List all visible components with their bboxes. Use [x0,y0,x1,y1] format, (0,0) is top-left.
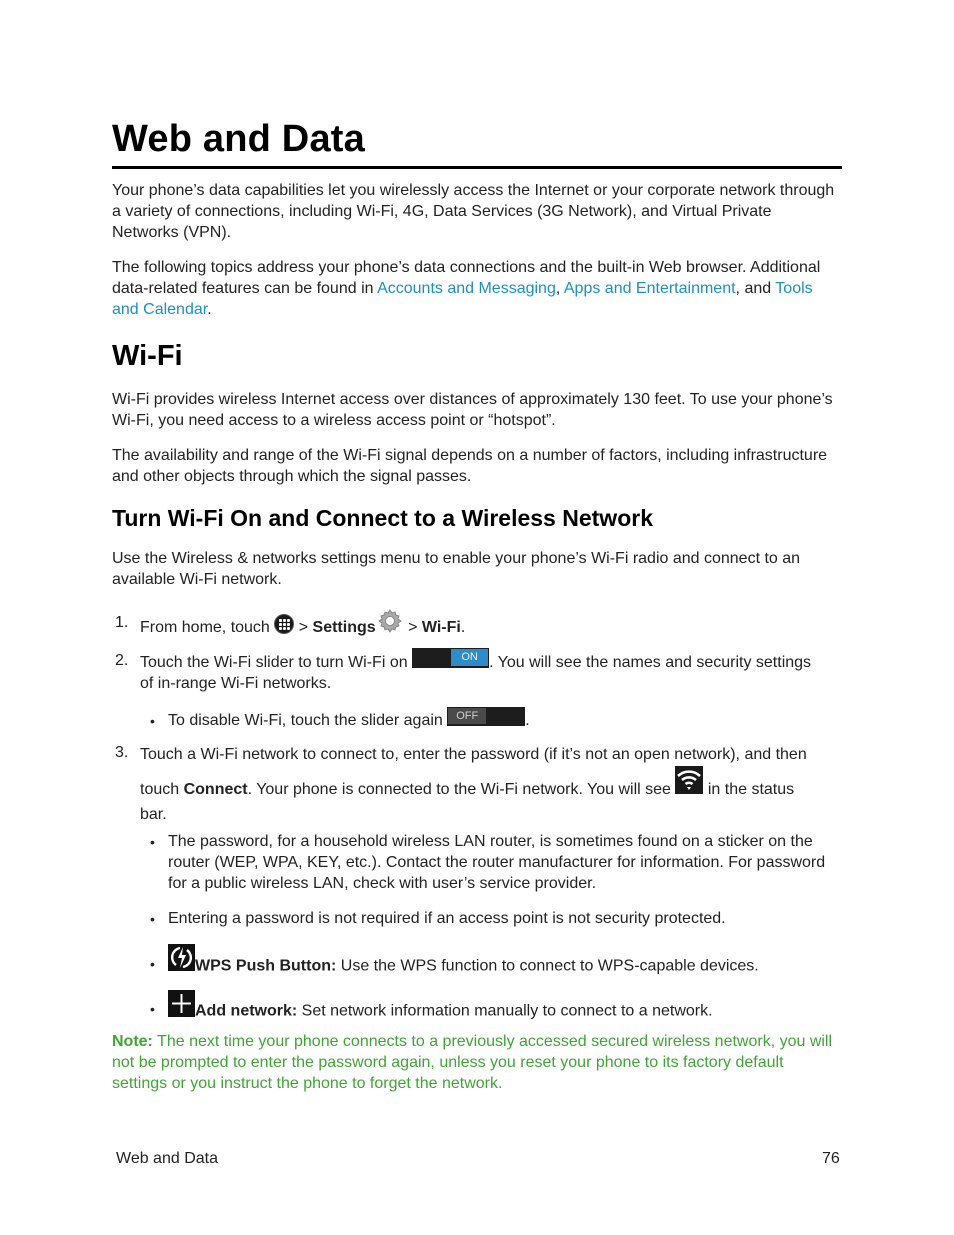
wifi-toggle-on[interactable] [412,648,489,668]
step-1-text: . [460,619,466,637]
step-2-text: of in-range Wi-Fi networks. [140,675,332,692]
page-title: Web and Data [112,118,365,160]
connect-label: Connect [183,781,248,799]
section-heading: Turn Wi-Fi On and Connect to a Wireless Network [112,505,653,531]
wifi-signal-icon [675,766,703,794]
add-network-label: Add network: [195,1002,298,1020]
step-2 [140,652,840,694]
toggle-on-label: ON [451,649,488,666]
bullet-dot: • [150,911,155,927]
bullet-dot: • [150,956,155,972]
gear-icon [376,607,404,635]
note-label: Note: [112,1033,153,1050]
wps-icon [168,944,195,971]
bullet-text: To disable Wi-Fi, touch the slider again [168,712,448,729]
bullet-password-not-required: Entering a password is not required if an access point is not security protected. [168,910,726,927]
step-1-text: > [403,619,422,637]
step-3-text: touch [140,781,184,799]
separator: , [555,280,564,297]
step-number-1: 1. [115,614,129,631]
step-1 [140,614,840,642]
title-divider [112,166,842,169]
bullet-dot: • [150,834,155,850]
bullet-wps [168,953,838,980]
settings-label: Settings [312,619,376,637]
step-2-text: . You will see the names and security settings [489,654,812,671]
intro-paragraph-1: Your phone’s data capabilities let you wirelessly access the Internet or your corporate network through a variety of connections, including Wi-Fi, 4G, Data Services (3G Network), and Virtual Private Networks (VPN). [112,182,835,241]
wifi-paragraph-2: The availability and range of the Wi-Fi signal depends on a number of factors, including infrastructure and other objects through which the signal passes. [112,447,828,485]
link-tools-and-calendar[interactable]: Tools and Calendar [112,280,813,318]
step-3-text: in the status [703,781,795,799]
wifi-label: Wi-Fi [421,619,461,637]
bullet-password: The password, for a household wireless LAN router, is sometimes found on a sticker on the router (WEP, WPA, KEY, etc.). Contact the router manufacturer for information. For password for a public wireless LAN, check with user’s service provider. [168,833,826,892]
bullet-dot: • [150,1001,155,1017]
add-network-text: Set network information manually to connect to a network. [297,1002,713,1020]
period: . [207,301,212,318]
add-icon [168,990,195,1017]
wifi-paragraph-1: Wi-Fi provides wireless Internet access over distances of approximately 130 feet. To use your phone’s Wi-Fi, you need access to a wireless access point or “hotspot”. [112,391,833,429]
bullet-add-network [168,998,838,1025]
wps-text: Use the WPS function to connect to WPS-capable devices. [336,957,759,975]
step-3-text: . Your phone is connected to the Wi-Fi network. You will see [247,781,676,799]
toggle-off-label: OFF [448,708,486,724]
bullet-dot: • [150,713,155,729]
step-1-text: From home, touch [140,619,275,637]
step-3-line-1: Touch a Wi-Fi network to connect to, enter the password (if it’s not an open network), and then [140,746,807,763]
step-3 [140,776,840,825]
step-1-text: > [294,619,313,637]
link-accounts-and-messaging[interactable]: Accounts and Messaging [377,280,556,297]
intro-paragraph-2 [112,257,842,320]
footer-section: Web and Data [116,1150,218,1167]
apps-icon [274,614,294,634]
wifi-toggle-off[interactable] [447,707,525,726]
note-text: The next time your phone connects to a previously accessed secured wireless network, you will not be prompted to enter the password again, unless you reset your phone to its factory default settings or you instruct the phone to forget the network. [112,1033,833,1092]
note [112,1031,842,1094]
step-3-text: bar. [140,806,167,823]
step-number-2: 2. [115,652,129,669]
separator: , and [735,280,776,297]
step-2-text: Touch the Wi-Fi slider to turn Wi-Fi on [140,654,413,671]
intro-text: The following topics address your phone’s data connections and the built-in Web browser. Additional data-related features can be found in [112,259,821,297]
footer-page-number: 76 [822,1150,840,1167]
wps-label: WPS Push Button: [195,957,337,975]
link-apps-and-entertainment[interactable]: Apps and Entertainment [563,280,736,297]
wifi-heading: Wi-Fi [112,340,183,372]
bullet-disable-wifi [168,710,838,731]
section-intro: Use the Wireless & networks settings menu to enable your phone’s Wi-Fi radio and connect to an available Wi-Fi network. [112,550,801,588]
step-number-3: 3. [115,744,129,761]
bullet-text: . [525,712,530,729]
